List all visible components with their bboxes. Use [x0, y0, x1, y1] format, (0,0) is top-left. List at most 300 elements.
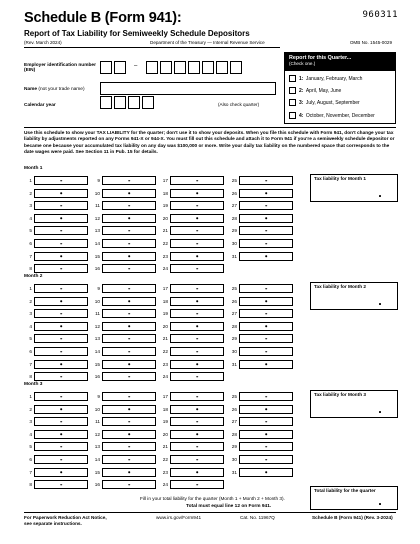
ein-digit-2[interactable]	[114, 61, 126, 74]
month-3-day-input[interactable]	[34, 455, 88, 464]
day-number: 9	[97, 178, 100, 183]
decimal-dot	[265, 338, 267, 340]
decimal-dot	[60, 338, 62, 340]
month-3-day-input[interactable]	[170, 468, 224, 477]
month-3-day-input[interactable]	[170, 430, 224, 439]
day-cell	[160, 264, 224, 273]
year-digit-3[interactable]	[128, 96, 140, 109]
decimal-dot	[265, 205, 267, 207]
month-3-day-input[interactable]	[239, 442, 293, 451]
day-cell	[24, 176, 88, 185]
decimal-dot	[196, 300, 198, 302]
month-1-day-input[interactable]	[34, 252, 88, 261]
decimal-dot	[196, 408, 198, 410]
day-number: 2	[29, 298, 32, 304]
day-number: 8	[29, 482, 32, 488]
quarter-option-1[interactable]: 1: January, February, March	[289, 75, 362, 82]
day-number: 31	[231, 253, 237, 259]
month-1-day-input[interactable]	[170, 226, 224, 235]
day-cell	[229, 309, 293, 318]
month-2-day-input[interactable]	[34, 372, 88, 381]
month-1-day-input[interactable]	[34, 264, 88, 273]
month-2-day-input[interactable]	[102, 372, 156, 381]
decimal-dot	[128, 205, 130, 207]
day-cell	[24, 334, 88, 343]
ein-digit-8[interactable]	[216, 61, 228, 74]
department: Department of the Treasury — Internal Revenue Service	[150, 40, 265, 45]
month-3-day-input[interactable]	[102, 405, 156, 414]
ein-digit-7[interactable]	[202, 61, 214, 74]
day-cell	[92, 214, 156, 223]
decimal-dot	[196, 471, 198, 473]
day-cell	[92, 442, 156, 451]
month-2-day-input[interactable]	[34, 297, 88, 306]
month-2-day-input[interactable]	[170, 322, 224, 331]
month-3-day-input[interactable]	[102, 455, 156, 464]
day-cell	[229, 392, 293, 401]
ein-digit-3[interactable]	[146, 61, 158, 74]
month-2-day-input[interactable]	[102, 334, 156, 343]
month-2-day-input[interactable]	[102, 347, 156, 356]
day-number: 17	[162, 286, 168, 291]
day-cell	[229, 284, 293, 293]
day-number: 30	[231, 457, 237, 462]
month-3-day-input[interactable]	[102, 468, 156, 477]
decimal-dot	[265, 326, 267, 328]
day-number: 5	[29, 336, 32, 342]
catalog-number: Cat. No. 11967Q	[240, 515, 275, 520]
month-2-day-input[interactable]	[34, 284, 88, 293]
year-digit-4[interactable]	[142, 96, 154, 109]
decimal-dot	[196, 338, 198, 340]
decimal-dot	[128, 376, 130, 378]
day-cell	[24, 430, 88, 439]
decimal-dot	[128, 471, 130, 473]
month-2-day-input[interactable]	[170, 360, 224, 369]
day-number: 15	[94, 469, 100, 475]
decimal-dot	[60, 205, 62, 207]
ein-digit-5[interactable]	[174, 61, 186, 74]
quarter-total-label: Total liability for the quarter	[314, 488, 376, 493]
day-cell	[160, 417, 224, 426]
day-number: 20	[162, 323, 168, 329]
month-2-day-input[interactable]	[239, 360, 293, 369]
day-number: 21	[162, 228, 168, 234]
month-3-total-box[interactable]	[310, 390, 398, 418]
month-1-day-input[interactable]	[170, 201, 224, 210]
month-2-day-input[interactable]	[239, 347, 293, 356]
month-1-day-input[interactable]	[102, 189, 156, 198]
day-cell	[24, 347, 88, 356]
decimal-dot	[60, 230, 62, 232]
quarter-3-checkbox[interactable]	[289, 99, 296, 106]
decimal-dot	[128, 180, 130, 182]
month-3-day-input[interactable]	[34, 392, 88, 401]
decimal-dot	[379, 411, 381, 413]
ein-digit-1[interactable]	[100, 61, 112, 74]
month-2-day-input[interactable]	[239, 322, 293, 331]
day-number: 25	[231, 178, 237, 183]
decimal-dot	[265, 230, 267, 232]
day-cell	[92, 226, 156, 235]
day-cell	[92, 176, 156, 185]
day-cell	[229, 347, 293, 356]
day-cell	[160, 455, 224, 464]
month-3-day-input[interactable]	[170, 417, 224, 426]
day-number: 18	[162, 406, 168, 412]
day-number: 30	[231, 241, 237, 246]
month-2-day-input[interactable]	[34, 334, 88, 343]
month-1-day-input[interactable]	[102, 252, 156, 261]
day-number: 14	[94, 241, 100, 246]
day-number: 19	[162, 311, 168, 317]
month-2-day-input[interactable]	[239, 284, 293, 293]
month-1-day-input[interactable]	[170, 189, 224, 198]
month-1-day-input[interactable]	[239, 239, 293, 248]
day-cell	[229, 442, 293, 451]
header-rule	[24, 47, 280, 48]
day-number: 24	[162, 266, 168, 272]
month-1-day-input[interactable]	[34, 239, 88, 248]
decimal-dot	[128, 434, 130, 436]
quarter-2-checkbox[interactable]	[289, 87, 296, 94]
day-cell	[160, 468, 224, 477]
month-3-day-input[interactable]	[170, 455, 224, 464]
day-number: 12	[94, 431, 100, 437]
month-1-day-input[interactable]	[170, 239, 224, 248]
month-1-day-input[interactable]	[102, 264, 156, 273]
day-cell	[160, 430, 224, 439]
ein-digit-9[interactable]	[230, 61, 242, 74]
month-2-day-input[interactable]	[239, 334, 293, 343]
day-cell	[229, 239, 293, 248]
day-cell	[160, 334, 224, 343]
month-1-day-input[interactable]	[170, 252, 224, 261]
day-cell	[92, 322, 156, 331]
day-number: 26	[231, 298, 237, 304]
day-cell	[24, 442, 88, 451]
decimal-dot	[60, 376, 62, 378]
month-3-day-input[interactable]	[239, 455, 293, 464]
month-1-day-input[interactable]	[34, 214, 88, 223]
day-number: 20	[162, 215, 168, 221]
month-1-label: Month 1	[24, 166, 43, 171]
month-3-day-input[interactable]	[34, 430, 88, 439]
month-1-day-input[interactable]	[102, 201, 156, 210]
month-3-day-input[interactable]	[239, 405, 293, 414]
decimal-dot	[265, 192, 267, 194]
quarter-heading: Report for this Quarter... (Check one.)	[285, 53, 395, 71]
day-number: 13	[94, 444, 100, 450]
day-cell	[160, 347, 224, 356]
decimal-dot	[265, 396, 267, 398]
month-2-day-input[interactable]	[170, 347, 224, 356]
day-number: 28	[231, 323, 237, 329]
day-cell	[160, 284, 224, 293]
day-cell	[160, 176, 224, 185]
decimal-dot	[196, 205, 198, 207]
month-1-day-input[interactable]	[239, 252, 293, 261]
year-digit-1[interactable]	[100, 96, 112, 109]
day-cell	[92, 480, 156, 489]
month-3-day-input[interactable]	[102, 430, 156, 439]
decimal-dot	[265, 180, 267, 182]
day-cell	[229, 360, 293, 369]
decimal-dot	[60, 243, 62, 245]
day-cell	[92, 284, 156, 293]
month-1-total-box[interactable]	[310, 174, 398, 202]
ein-dash: –	[134, 63, 138, 69]
month-1-day-input[interactable]	[102, 214, 156, 223]
decimal-dot	[128, 313, 130, 315]
decimal-dot	[60, 421, 62, 423]
day-number: 1	[29, 178, 32, 183]
month-3-day-input[interactable]	[239, 468, 293, 477]
month-3-day-input[interactable]	[34, 417, 88, 426]
month-3-day-input[interactable]	[102, 480, 156, 489]
month-2-day-input[interactable]	[239, 297, 293, 306]
day-cell	[24, 264, 88, 273]
day-number: 29	[231, 444, 237, 450]
decimal-dot	[196, 268, 198, 270]
month-2-day-input[interactable]	[102, 284, 156, 293]
month-1-day-input[interactable]	[102, 239, 156, 248]
month-2-day-input[interactable]	[239, 309, 293, 318]
day-number: 18	[162, 298, 168, 304]
day-number: 13	[94, 228, 100, 234]
quarter-option-3[interactable]: 3: July, August, September	[289, 99, 360, 106]
month-total-label: Tax liability for Month 2	[314, 284, 366, 289]
day-number: 12	[94, 323, 100, 329]
ein-label: Employer identification number (EIN)	[24, 63, 96, 73]
decimal-dot	[379, 503, 381, 505]
day-number: 26	[231, 190, 237, 196]
day-number: 3	[29, 311, 32, 317]
day-number: 15	[94, 253, 100, 259]
month-2-day-input[interactable]	[170, 372, 224, 381]
year-digit-2[interactable]	[114, 96, 126, 109]
month-2-day-input[interactable]	[102, 309, 156, 318]
month-3-day-input[interactable]	[239, 392, 293, 401]
month-1-day-input[interactable]	[34, 189, 88, 198]
month-1-day-input[interactable]	[34, 226, 88, 235]
day-number: 24	[162, 482, 168, 488]
month-2-day-input[interactable]	[170, 309, 224, 318]
month-3-day-input[interactable]	[239, 417, 293, 426]
section-rule	[24, 127, 396, 128]
decimal-dot	[196, 180, 198, 182]
day-cell	[229, 226, 293, 235]
month-1-day-input[interactable]	[239, 214, 293, 223]
day-number: 22	[162, 241, 168, 246]
quarter-panel	[284, 52, 396, 124]
decimal-dot	[60, 363, 62, 365]
month-2-day-input[interactable]	[34, 360, 88, 369]
form-subtitle: Report of Tax Liability for Semiweekly Schedule Depositors	[24, 29, 250, 38]
day-number: 25	[231, 286, 237, 291]
day-cell	[24, 372, 88, 381]
day-cell	[229, 334, 293, 343]
day-cell	[92, 405, 156, 414]
month-2-day-input[interactable]	[170, 284, 224, 293]
day-number: 2	[29, 406, 32, 412]
month-1-day-input[interactable]	[34, 201, 88, 210]
day-number: 7	[29, 469, 32, 475]
day-cell	[160, 189, 224, 198]
day-number: 4	[29, 431, 32, 437]
day-cell	[160, 480, 224, 489]
month-1-day-input[interactable]	[239, 189, 293, 198]
month-3-day-input[interactable]	[239, 430, 293, 439]
month-1-day-input[interactable]	[34, 176, 88, 185]
month-2-total-box[interactable]	[310, 282, 398, 310]
day-number: 29	[231, 336, 237, 342]
decimal-dot	[60, 180, 62, 182]
total-must-equal: Total must equal line 12 on Form 941.	[186, 504, 272, 509]
decimal-dot	[265, 408, 267, 410]
month-3-day-input[interactable]	[170, 442, 224, 451]
decimal-dot	[196, 218, 198, 220]
month-3-day-input[interactable]	[102, 417, 156, 426]
day-cell	[229, 189, 293, 198]
month-1-day-input[interactable]	[170, 214, 224, 223]
quarter-total-box[interactable]	[310, 486, 398, 510]
quarter-option-4[interactable]: 4: October, November, December	[289, 112, 375, 119]
month-2-day-input[interactable]	[170, 334, 224, 343]
day-number: 27	[231, 203, 237, 209]
form-title: Schedule B (Form 941):	[24, 10, 182, 26]
month-1-day-input[interactable]	[170, 176, 224, 185]
day-number: 21	[162, 444, 168, 450]
day-cell	[24, 214, 88, 223]
day-cell	[24, 360, 88, 369]
day-number: 27	[231, 419, 237, 425]
month-3-day-input[interactable]	[102, 392, 156, 401]
decimal-dot	[196, 376, 198, 378]
day-number: 23	[162, 469, 168, 475]
day-number: 15	[94, 361, 100, 367]
day-cell	[92, 264, 156, 273]
day-number: 17	[162, 178, 168, 183]
month-1-day-input[interactable]	[239, 201, 293, 210]
day-number: 31	[231, 469, 237, 475]
month-3-day-input[interactable]	[34, 480, 88, 489]
day-cell	[160, 309, 224, 318]
day-cell	[24, 405, 88, 414]
day-cell	[92, 201, 156, 210]
month-3-day-input[interactable]	[34, 468, 88, 477]
day-number: 11	[95, 311, 100, 317]
decimal-dot	[128, 363, 130, 365]
day-cell	[24, 189, 88, 198]
month-3-day-input[interactable]	[170, 480, 224, 489]
day-number: 7	[29, 361, 32, 367]
day-cell	[160, 252, 224, 261]
paperwork-notice: For Paperwork Reduction Act Notice, see separate instructions.	[24, 515, 107, 526]
month-2-day-input[interactable]	[34, 322, 88, 331]
ein-digit-6[interactable]	[188, 61, 200, 74]
decimal-dot	[265, 351, 267, 353]
month-2-day-input[interactable]	[102, 297, 156, 306]
form-url: www.irs.gov/Form941	[156, 515, 202, 520]
quarter-4-checkbox[interactable]	[289, 112, 296, 119]
month-2-label: Month 2	[24, 274, 43, 279]
day-cell	[24, 226, 88, 235]
decimal-dot	[265, 459, 267, 461]
day-number: 9	[97, 394, 100, 399]
ein-digit-4[interactable]	[160, 61, 172, 74]
day-number: 16	[94, 374, 100, 380]
decimal-dot	[60, 434, 62, 436]
day-number: 1	[29, 286, 32, 291]
month-2-day-input[interactable]	[102, 322, 156, 331]
footer-form-id: Schedule B (Form 941) (Rev. 3-2024)	[312, 515, 393, 520]
day-cell	[92, 392, 156, 401]
day-number: 31	[231, 361, 237, 367]
decimal-dot	[265, 313, 267, 315]
day-cell	[24, 239, 88, 248]
month-2-day-input[interactable]	[34, 347, 88, 356]
decimal-dot	[128, 268, 130, 270]
day-cell	[229, 455, 293, 464]
instructions: Use this schedule to show your TAX LIABILITY for the quarter; don't use it to show your deposits. When you file this schedule with Form 941, don't change your tax liability by adjustments reported on any Forms 941-X or 944-X. You must fill out this schedule and attach it to Form 941 if you're a semiweekly schedule depositor or became one because your accumulated tax liability on any day was $100,000 or more. Write your daily tax liability on the numbered space that corresponds to the date wages were paid. See Section 11 in Pub. 15 for details.	[24, 131, 395, 155]
month-3-day-input[interactable]	[34, 442, 88, 451]
decimal-dot	[265, 300, 267, 302]
day-cell	[229, 430, 293, 439]
decimal-dot	[60, 471, 62, 473]
decimal-dot	[196, 446, 198, 448]
quarter-option-2[interactable]: 2: April, May, June	[289, 87, 341, 94]
decimal-dot	[128, 421, 130, 423]
month-2-day-input[interactable]	[102, 360, 156, 369]
month-3-day-input[interactable]	[170, 392, 224, 401]
month-2-day-input[interactable]	[170, 297, 224, 306]
day-number: 16	[94, 266, 100, 272]
decimal-dot	[128, 255, 130, 257]
month-1-day-input[interactable]	[102, 226, 156, 235]
day-number: 4	[29, 323, 32, 329]
day-cell	[92, 372, 156, 381]
name-input[interactable]	[100, 82, 276, 95]
day-cell	[92, 239, 156, 248]
month-total-label: Tax liability for Month 1	[314, 176, 366, 181]
day-cell	[24, 468, 88, 477]
decimal-dot	[60, 255, 62, 257]
day-cell	[92, 309, 156, 318]
decimal-dot	[128, 484, 130, 486]
month-2-day-input[interactable]	[34, 309, 88, 318]
day-number: 23	[162, 361, 168, 367]
day-cell	[92, 468, 156, 477]
day-number: 21	[162, 336, 168, 342]
day-cell	[160, 405, 224, 414]
month-3-day-input[interactable]	[102, 442, 156, 451]
month-1-day-input[interactable]	[102, 176, 156, 185]
month-1-day-input[interactable]	[239, 176, 293, 185]
day-number: 30	[231, 349, 237, 354]
month-3-day-input[interactable]	[170, 405, 224, 414]
decimal-dot	[128, 288, 130, 290]
month-1-day-input[interactable]	[170, 264, 224, 273]
month-3-day-input[interactable]	[34, 405, 88, 414]
day-number: 6	[29, 349, 32, 354]
decimal-dot	[128, 338, 130, 340]
month-1-day-input[interactable]	[239, 226, 293, 235]
decimal-dot	[265, 218, 267, 220]
day-number: 4	[29, 215, 32, 221]
quarter-1-checkbox[interactable]	[289, 75, 296, 82]
decimal-dot	[60, 408, 62, 410]
